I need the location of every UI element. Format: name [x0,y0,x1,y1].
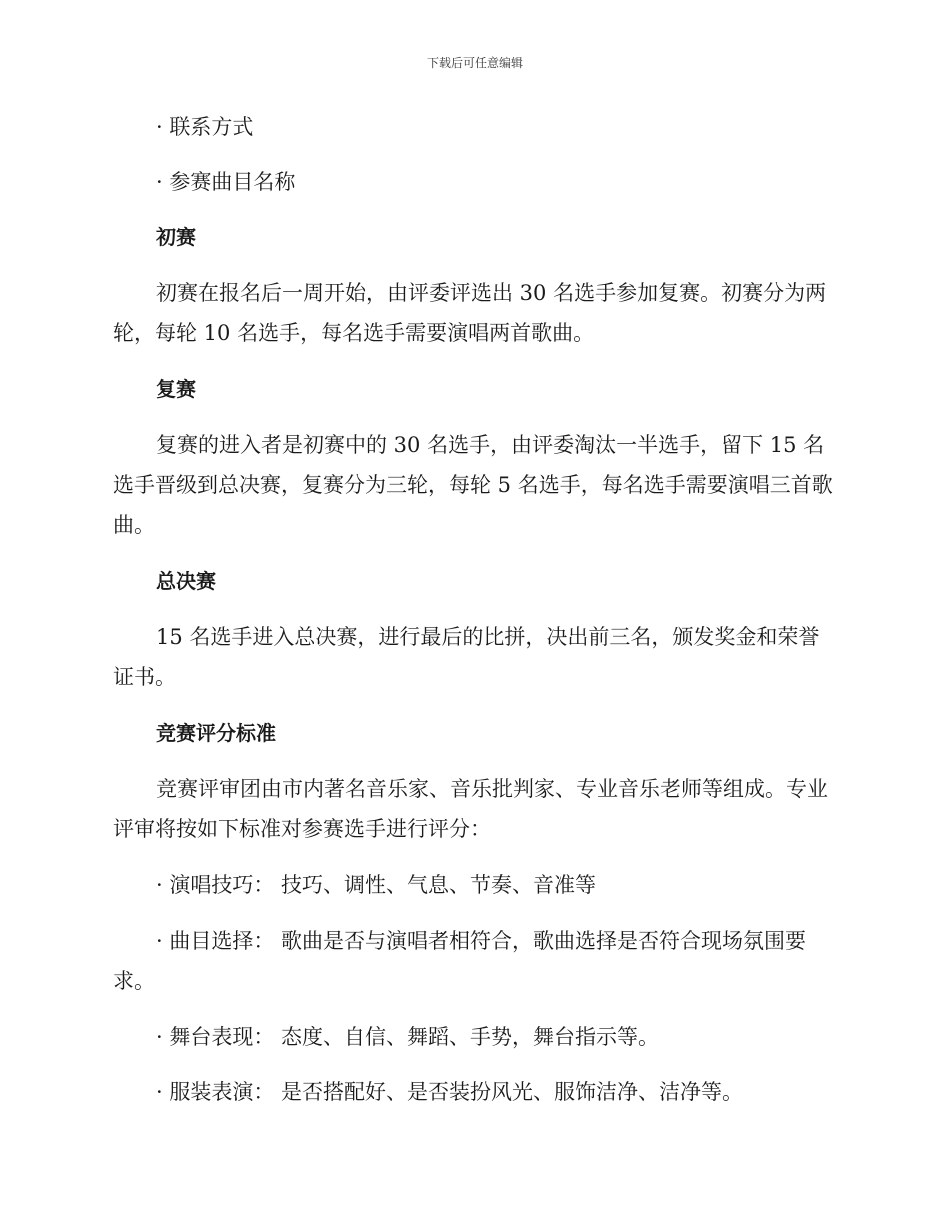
list-item-song-selection: · 曲目选择： 歌曲是否与演唱者相符合，歌曲选择是否符合现场氛围要求。 [113,929,807,993]
paragraph-scoring-intro: 竞赛评审团由市内著名音乐家、音乐批判家、专业音乐老师等组成。专业评审将按如下标准对参赛选手进行评分： [113,777,828,841]
heading-scoring-criteria: 竞赛评分标准 [156,721,276,745]
paragraph-preliminary: 初赛在报名后一周开始，由评委评选出 30 名选手参加复赛。初赛分为两轮，每轮 10 名选手，每名选手需要演唱两首歌曲。 [113,281,827,345]
page-header: 下载后可任意编辑 [426,56,523,70]
heading-preliminary: 初赛 [156,225,196,249]
list-item-stage-performance: · 舞台表现： 态度、自信、舞蹈、手势，舞台指示等。 [156,1025,660,1049]
paragraph-final: 15 名选手进入总决赛，进行最后的比拼，决出前三名，颁发奖金和荣誉证书。 [113,625,820,689]
list-item-costume: · 服装表演： 是否搭配好、是否装扮风光、服饰洁净、洁净等。 [156,1080,744,1104]
document-body [113,108,835,1128]
list-item-contact: · 联系方式 [156,115,254,139]
list-item-song-title: · 参赛曲目名称 [156,170,296,194]
list-item-singing-technique: · 演唱技巧： 技巧、调性、气息、节奏、音准等 [156,873,597,897]
heading-final: 总决赛 [156,569,216,593]
heading-semifinal: 复赛 [156,377,196,401]
paragraph-semifinal: 复赛的进入者是初赛中的 30 名选手，由评委淘汰一半选手，留下 15 名选手晋级到总决赛，复赛分为三轮，每轮 5 名选手，每名选手需要演唱三首歌曲。 [113,433,833,537]
